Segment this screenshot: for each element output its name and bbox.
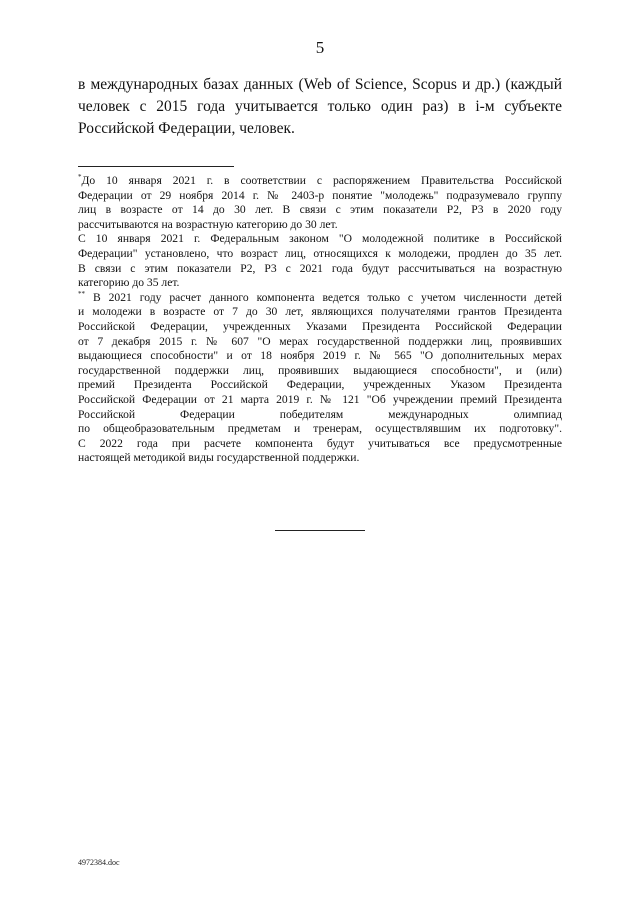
main-text-line: человек с 2015 года учитывается только один раз) в i-м субъекте [78,98,562,115]
footnote-text: До 10 января 2021 г. в соответствии с распоряжением Правительства Российской [81,174,562,187]
footnote-separator [78,166,234,167]
footnote-mark: ** [78,289,85,298]
footnote-line: настоящей методикой виды государственной поддержки. [78,451,360,465]
footnote-text: В 2021 году расчет данного компонента ведется только с учетом численности детей [92,290,562,304]
footnote-line: В связи с этим показатели Р2, Р3 с 2021 года будут рассчитываться на возрастную [78,261,562,275]
end-of-document-line [275,530,365,531]
footnote-line: С 2022 года при расчете компонента будут учитываться все предусмотренные [78,436,562,450]
footnote-line: государственной поддержки лиц, проявивших выдающиеся способности", и (или) [78,363,562,377]
footnote-line: Российской Федерации от 21 марта 2019 г. № 121 "Об учреждении премий Президента [78,392,562,406]
main-text-line: в международных базах данных (Web of Science, Scopus и др.) (каждый [78,76,562,93]
footnote-line [78,174,562,189]
footnote-line: Российской Федерации, учрежденных Указами Президента Российской Федерации [78,319,562,333]
footnote-line: и молодежи в возрасте от 7 до 30 лет, являющихся получателями грантов Президента [78,305,562,319]
footnote-line: Федерации от 29 ноября 2014 г. № 2403-р понятие "молодежь" подразумевало группу [78,188,562,202]
footnote-line: категорию до 35 лет. [78,276,180,290]
page-number: 5 [315,38,325,57]
main-paragraph [78,74,562,140]
footnote-line [78,291,562,306]
footnote-line: лиц в возрасте от 14 до 30 лет. В связи с этим показатели Р2, Р3 в 2020 году [78,203,562,217]
footnote-line: Российской Федерации победителям международных олимпиад [78,407,562,421]
main-text-line: Российской Федерации, человек. [78,120,295,137]
footnote-2 [78,291,562,466]
footnotes [78,174,562,466]
footnote-1 [78,174,562,232]
footnote-line: по общеобразовательным предметам и тренерам, осуществлявшим их подготовку". [78,422,562,436]
footnote-line: Федерации" установлено, что возраст лиц, относящихся к молодежи, продлен до 35 лет. [78,246,562,260]
footnote-line: премий Президента Российской Федерации, учрежденных Указом Президента [78,378,562,392]
footnote-line: от 7 декабря 2015 г. № 607 "О мерах государственной поддержки лиц, проявивших [78,334,562,348]
footnote-1-continuation [78,232,562,290]
document-id: 4972384.doc [78,858,120,867]
footnote-line: С 10 января 2021 г. Федеральным законом "О молодежной политике в Российской [78,232,562,246]
footnote-line: рассчитываются на возрастную категорию до 30 лет. [78,217,338,231]
footnote-line: выдающиеся способности" и от 18 ноября 2019 г. № 565 "О дополнительных мерах [78,349,562,363]
footnote-mark: * [78,173,82,181]
